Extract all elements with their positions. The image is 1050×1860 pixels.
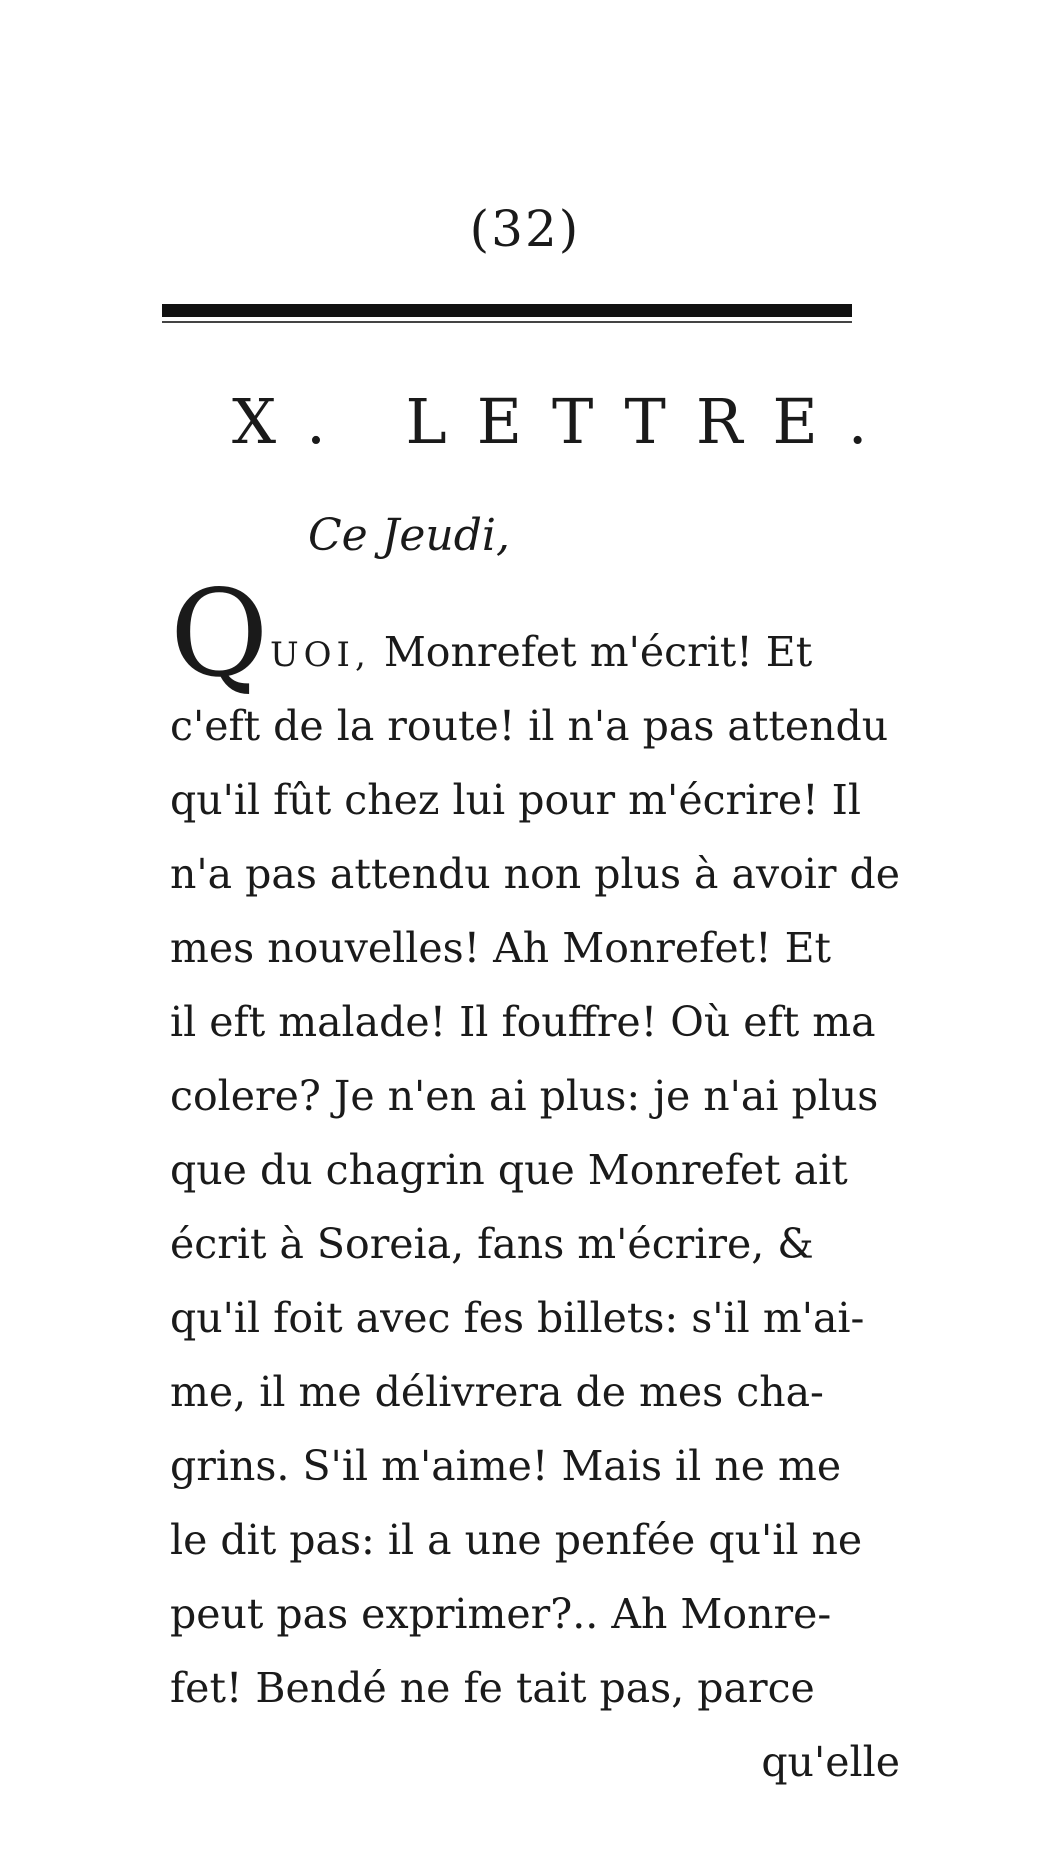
text-line-7: colere? Je n'en ai plus: je n'ai plus	[170, 1072, 879, 1120]
text-line-14: peut pas exprimer?.. Ah Monre-	[170, 1590, 832, 1638]
text-line-10: qu'il foit avec fes billets: s'il m'ai-	[170, 1294, 865, 1342]
text-line-5: mes nouvelles! Ah Monrefet! Et	[170, 924, 831, 972]
letter-body	[170, 615, 900, 1799]
text-line-1	[170, 615, 900, 689]
text-line-11: me, il me délivrera de mes cha-	[170, 1368, 824, 1416]
dateline: Ce Jeudi,	[308, 510, 510, 561]
text-line-13: le dit pas: il a une penfée qu'il ne	[170, 1516, 863, 1564]
opening-smallcaps: UOI,	[270, 635, 371, 675]
header-rule-thin	[162, 321, 852, 323]
line-text: Monrefet m'écrit! Et	[370, 628, 813, 676]
drop-cap: Q	[170, 565, 269, 704]
letter-heading: X. LETTRE.	[232, 385, 898, 458]
text-line-3: qu'il fût chez lui pour m'écrire! Il	[170, 776, 861, 824]
text-line-6: il eft malade! Il fouffre! Où eft ma	[170, 998, 876, 1046]
text-line-12: grins. S'il m'aime! Mais il ne me	[170, 1442, 842, 1490]
text-line-2: c'eft de la route! il n'a pas attendu	[170, 702, 889, 750]
header-rule-thick	[162, 304, 852, 317]
text-line-4: n'a pas attendu non plus à avoir de	[170, 850, 901, 898]
text-line-9: écrit à Soreia, fans m'écrire, &	[170, 1220, 814, 1268]
catchword: qu'elle	[761, 1738, 900, 1786]
text-line-15: fet! Bendé ne fe tait pas, parce	[170, 1664, 815, 1712]
page-number: (32)	[469, 200, 581, 258]
text-line-8: que du chagrin que Monrefet ait	[170, 1146, 848, 1194]
